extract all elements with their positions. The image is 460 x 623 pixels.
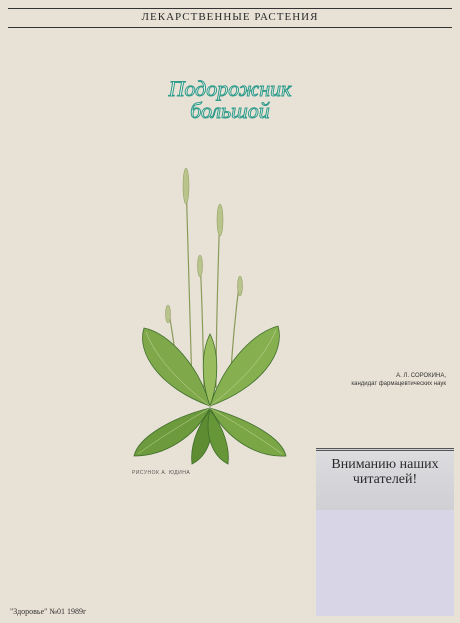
author-name: А. Л. СОРОКИНА, — [396, 373, 446, 379]
sidebar-header — [316, 448, 454, 511]
article-title-line-2: большой — [190, 98, 270, 123]
leaves — [134, 326, 286, 464]
illustration-caption: РИСУНОК А. ЮДИНА — [132, 470, 191, 476]
author-title: кандидат фармацевтических наук — [351, 381, 446, 387]
article-title — [160, 78, 300, 122]
flower-spikes — [166, 168, 243, 323]
header-rule-bottom — [8, 27, 452, 28]
sidebar-announcement — [316, 510, 454, 616]
header-rule-top — [8, 8, 452, 9]
sidebar-heading: Вниманию наших читателей! — [331, 457, 439, 487]
page-footer: "Здоровье" №01 1989г — [10, 607, 87, 616]
article-title-line-1: Подорожник — [168, 76, 292, 101]
section-title: ЛЕКАРСТВЕННЫЕ РАСТЕНИЯ — [141, 11, 319, 23]
plantain-illustration — [130, 138, 290, 468]
author-signature — [328, 372, 446, 388]
